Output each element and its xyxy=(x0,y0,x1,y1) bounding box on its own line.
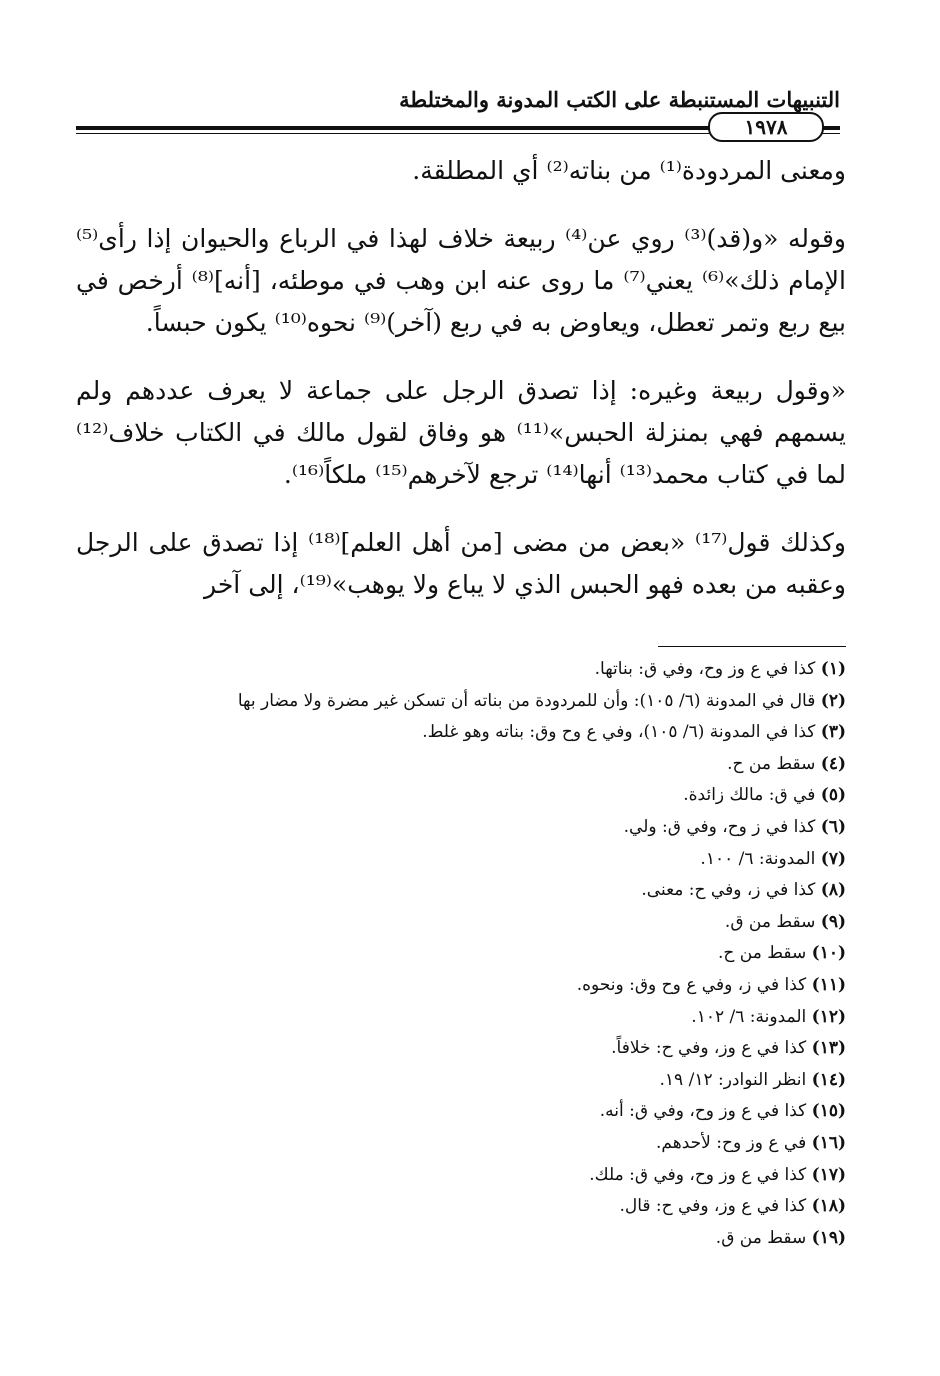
footnote-number: (١٣) xyxy=(811,1038,846,1059)
footnote-number: (١٩) xyxy=(811,1227,846,1248)
footnote-number: (٢) xyxy=(820,690,846,711)
footnote-number: (١١) xyxy=(811,974,846,995)
footnotes xyxy=(76,654,846,1254)
footnote-item xyxy=(76,686,846,718)
footnote-text: كذا في ع وز، وفي ح: قال. xyxy=(619,1196,807,1217)
footnote-number: (٧) xyxy=(820,848,846,869)
footnote-text: انظر النوادر: ١٢/ ١٩. xyxy=(659,1069,807,1090)
footnote-item xyxy=(76,1191,846,1223)
footnote-item xyxy=(76,812,846,844)
footnote-item xyxy=(76,1096,846,1128)
paragraph: ومعنى المردودة⁽¹⁾ من بناته⁽²⁾ أي المطلقة. xyxy=(412,156,846,185)
footnote-text: سقط من ح. xyxy=(718,943,807,964)
footnote-text: سقط من ق. xyxy=(724,911,816,932)
footnote-number: (٤) xyxy=(820,753,846,774)
footnote-item xyxy=(76,654,846,686)
footnote-text: كذا في ز، وفي ع وح وق: ونحوه. xyxy=(576,974,807,995)
footnote-text: قال في المدونة (٦/ ١٠٥): وأن للمردودة من بناته أن تسكن غير مضرة ولا مضار بها xyxy=(237,690,816,711)
footnote-text: المدونة: ٦/ ١٠٢. xyxy=(691,1006,807,1027)
footnote-text: كذا في ع وز وح، وفي ق: أنه. xyxy=(599,1101,807,1122)
footnote-text: سقط من ق. xyxy=(715,1227,807,1248)
footnote-item xyxy=(76,938,846,970)
footnote-text: كذا في المدونة (٦/ ١٠٥)، وفي ع وح وق: بناته وهو غلط. xyxy=(422,722,816,743)
footnote-number: (١٠) xyxy=(811,943,846,964)
footnote-number: (١٥) xyxy=(811,1101,846,1122)
footnote-text: كذا في ع وز وح، وفي ق: ملك. xyxy=(589,1164,807,1185)
footnote-number: (٦) xyxy=(820,816,846,837)
paragraph: وقوله «و(قد)⁽³⁾ روي عن⁽⁴⁾ ربيعة خلاف لهذا في الرباع والحيوان إذا رأى⁽⁵⁾ الإمام ذلك»⁽⁶⁾ يعني⁽⁷⁾ ما روى عنه ابن وهب في موطئه، [أنه]⁽⁸⁾ أرخص في بيع ربع وتمر تعطل، ويعاوض به في ربع (آخر)⁽⁹⁾ نحوه⁽¹⁰⁾ يكون حبساً. xyxy=(76,224,846,337)
running-title: التنبيهات المستنبطة على الكتب المدونة والمختلطة xyxy=(399,87,840,112)
page-number: ١٩٧٨ xyxy=(708,112,824,142)
footnote-number: (١٨) xyxy=(811,1196,846,1217)
footnote-number: (٥) xyxy=(820,785,846,806)
footnote-item xyxy=(76,749,846,781)
paragraph: «وقول ربيعة وغيره: إذا تصدق الرجل على جماعة لا يعرف عددهم ولم يسمهم فهي بمنزلة الحبس»⁽¹¹⁾ هو وفاق لقول مالك في الكتاب خلاف⁽¹²⁾ لما في كتاب محمد⁽¹³⁾ أنها⁽¹⁴⁾ ترجع لآخرهم⁽¹⁵⁾ ملكاً⁽¹⁶⁾. xyxy=(76,376,846,489)
footnote-number: (٨) xyxy=(820,880,846,901)
footnote-text: المدونة: ٦/ ١٠٠. xyxy=(700,848,816,869)
footnote-item xyxy=(76,1033,846,1065)
footnote-item xyxy=(76,907,846,939)
footnote-item xyxy=(76,1065,846,1097)
footnote-item xyxy=(76,780,846,812)
footnote-text: كذا في ز وح، وفي ق: ولي. xyxy=(623,816,816,837)
footnote-item xyxy=(76,844,846,876)
footnote-item xyxy=(76,717,846,749)
footnote-item xyxy=(76,1160,846,1192)
footnote-text: كذا في ز، وفي ح: معنى. xyxy=(641,880,816,901)
footnote-number: (١٤) xyxy=(811,1069,846,1090)
footnote-text: كذا في ع وز وح، وفي ق: بناتها. xyxy=(594,659,816,679)
footnote-number: (١٦) xyxy=(811,1132,846,1153)
footnote-number: (١) xyxy=(820,659,846,679)
footnote-item xyxy=(76,875,846,907)
footnote-text: في ع وز وح: لأحدهم. xyxy=(656,1132,807,1153)
footnote-number: (٣) xyxy=(820,722,846,743)
footnote-text: سقط من ح. xyxy=(727,753,816,774)
footnote-text: في ق: مالك زائدة. xyxy=(683,785,816,806)
footnote-text: كذا في ع وز، وفي ح: خلافاً. xyxy=(611,1038,807,1059)
footnote-item xyxy=(76,1002,846,1034)
footnote-number: (١٧) xyxy=(811,1164,846,1185)
footnote-separator xyxy=(658,646,846,647)
main-text xyxy=(76,150,846,606)
footnote-number: (٩) xyxy=(820,911,846,932)
footnote-item xyxy=(76,1128,846,1160)
footnote-item xyxy=(76,970,846,1002)
paragraph: وكذلك قول⁽¹⁷⁾ «بعض من مضى [من أهل العلم]⁽¹⁸⁾ إذا تصدق على الرجل وعقبه من بعده فهو الحبس الذي لا يباع ولا يوهب»⁽¹⁹⁾، إلى آخر xyxy=(76,528,846,599)
footnote-number: (١٢) xyxy=(811,1006,846,1027)
footnote-item xyxy=(76,1223,846,1255)
